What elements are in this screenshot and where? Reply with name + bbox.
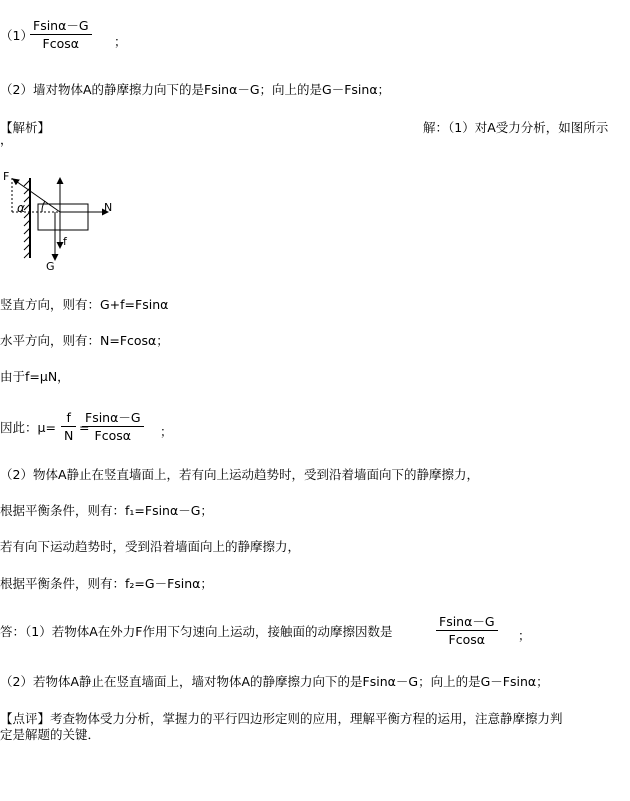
- answer-fraction: [436, 614, 498, 647]
- analysis-tag: 【解析】: [0, 120, 51, 135]
- label-g: G: [46, 260, 55, 273]
- fraction-numerator: Fsinα－G: [30, 18, 92, 35]
- answer-line-1: 答：（1）若物体A在外力F作用下匀速向上运动，接触面的动摩擦因数是: [0, 624, 393, 639]
- horizontal-eq: 水平方向，则有：N=Fcosα；: [0, 333, 169, 348]
- answer-1-suffix: ；: [114, 34, 127, 49]
- block-a: [38, 204, 88, 230]
- mu-fraction-2: [82, 410, 144, 443]
- vertical-eq: 竖直方向，则有：G+f=Fsinα: [0, 297, 169, 312]
- label-alpha: α: [17, 201, 25, 215]
- comment-line-1: 【点评】考查物体受力分析，掌握力的平行四边形定则的应用，理解平衡方程的运用，注意静摩擦力判: [0, 711, 563, 726]
- part2-line-4: 根据平衡条件，则有：f₂=G－Fsinα；: [0, 576, 213, 591]
- answer-2-text: （2）墙对物体A的静摩擦力向下的是Fsinα－G；向上的是G－Fsinα；: [0, 82, 391, 97]
- answer-frac-denominator: Fcosα: [448, 632, 485, 647]
- answer-1-prefix: （1）: [0, 28, 33, 43]
- force-diagram: [0, 160, 130, 280]
- part2-line-2: 根据平衡条件，则有：f₁=Fsinα－G；: [0, 503, 213, 518]
- label-n: N: [104, 201, 113, 214]
- answer-suffix: ；: [518, 628, 531, 643]
- mu-fraction-1: [61, 410, 76, 443]
- analysis-intro: 解：（1）对A受力分析，如图所示: [423, 120, 609, 135]
- mu-eq-prefix: 因此：μ=: [0, 420, 56, 435]
- mu-frac2-numerator: Fsinα－G: [82, 410, 144, 427]
- angle-arc: [42, 201, 45, 212]
- label-f-force: F: [3, 170, 10, 183]
- mu-frac1-numerator: f: [61, 410, 76, 427]
- analysis-comma: ，: [0, 132, 13, 147]
- mu-frac2-denominator: Fcosα: [94, 428, 131, 443]
- label-friction: f: [63, 235, 67, 248]
- answer-1-fraction: [30, 18, 92, 51]
- answer-frac-numerator: Fsinα－G: [436, 614, 498, 631]
- comment-line-2: 定是解题的关键．: [0, 727, 101, 742]
- part2-line-1: （2）物体A静止在竖直墙面上，若有向上运动趋势时，受到沿着墙面向下的静摩擦力，: [0, 467, 480, 482]
- part2-line-3: 若有向下运动趋势时，受到沿着墙面向上的静摩擦力，: [0, 539, 301, 554]
- fraction-denominator: Fcosα: [42, 36, 79, 51]
- mu-frac1-denominator: N: [64, 428, 74, 443]
- friction-relation: 由于f=μN，: [0, 369, 70, 384]
- answer-line-2: （2）若物体A静止在竖直墙面上，墙对物体A的静摩擦力向下的是Fsinα－G；向上的是G－Fsinα；: [0, 674, 549, 689]
- mu-eq-suffix: ；: [160, 424, 173, 439]
- mu-eq-equals: =: [79, 420, 90, 435]
